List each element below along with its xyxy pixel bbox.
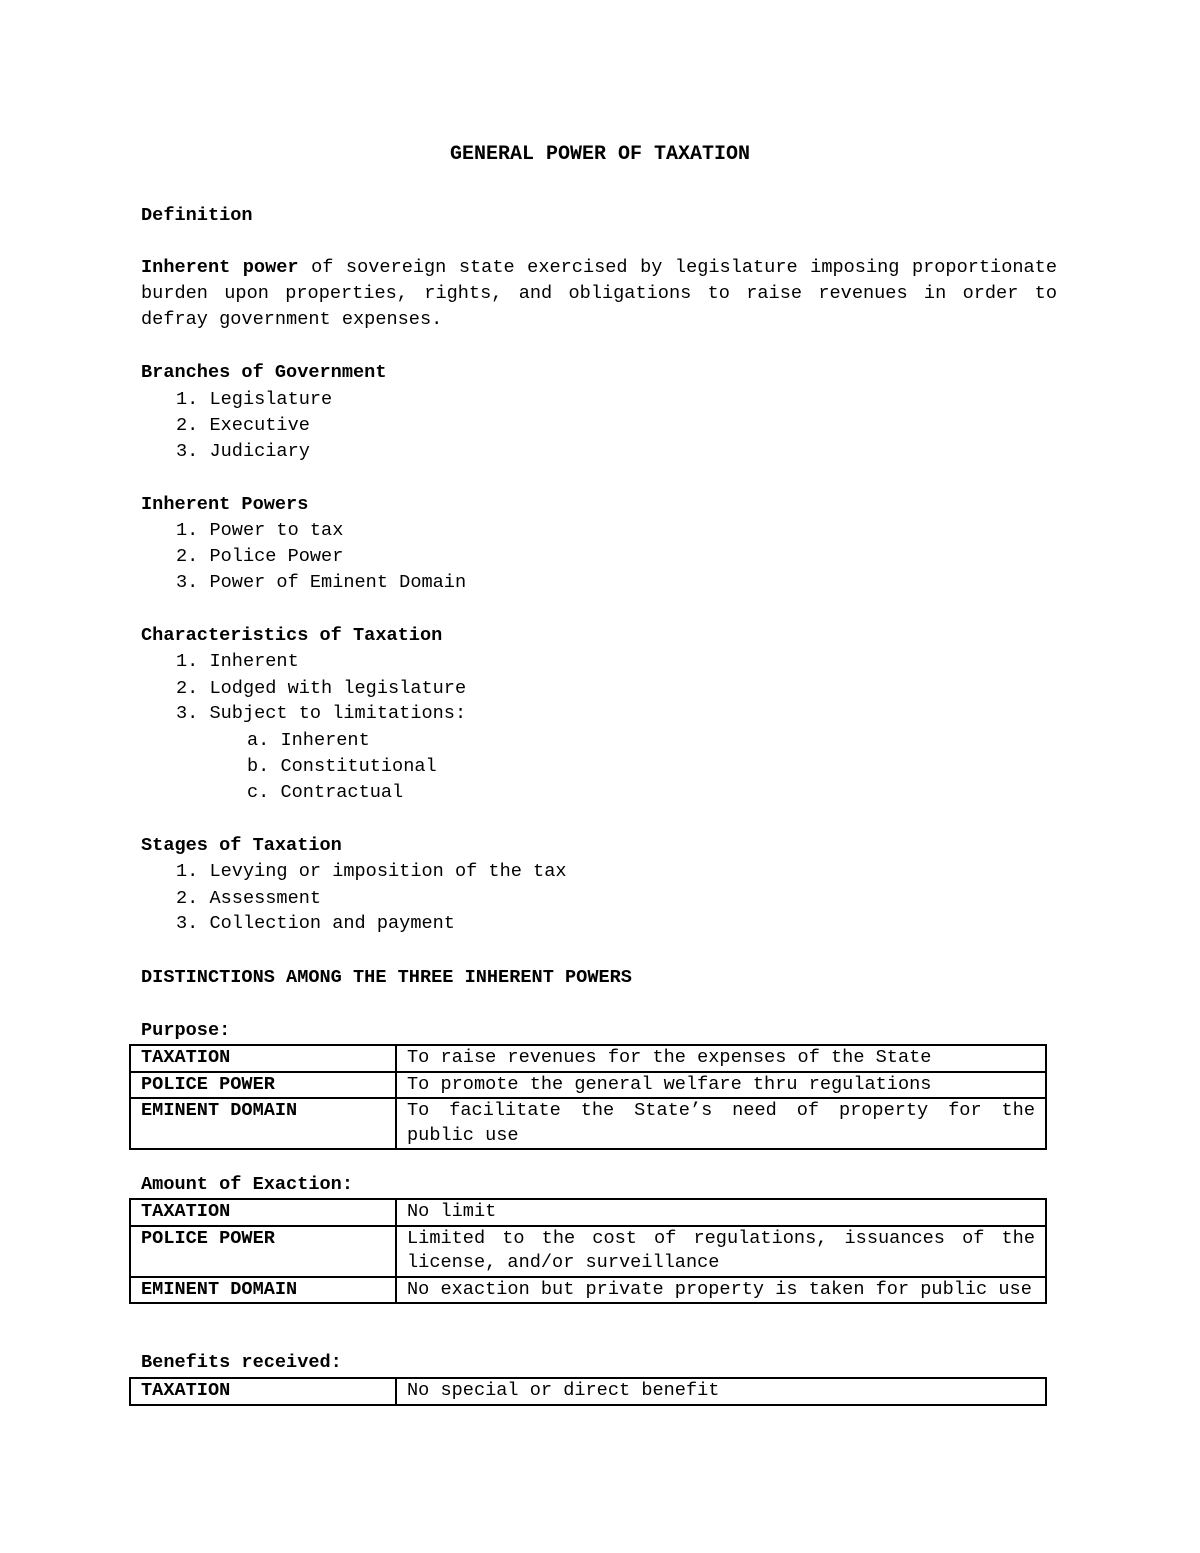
row-value: No exaction but private property is taken for public use bbox=[396, 1277, 1046, 1304]
sub-list-item: c. Contractual bbox=[247, 782, 404, 803]
row-key: POLICE POWER bbox=[130, 1226, 396, 1277]
row-key: TAXATION bbox=[130, 1199, 396, 1226]
table-row bbox=[130, 1277, 1046, 1304]
list-item: 1. Levying or imposition of the tax bbox=[176, 861, 567, 882]
definition-paragraph bbox=[141, 255, 1057, 334]
row-value: No limit bbox=[396, 1199, 1046, 1226]
row-value: To facilitate the State’s need of property for the public use bbox=[396, 1098, 1046, 1149]
distinctions-heading: DISTINCTIONS AMONG THE THREE INHERENT POWERS bbox=[141, 967, 632, 988]
stages-heading: Stages of Taxation bbox=[141, 835, 342, 856]
table-row bbox=[130, 1045, 1046, 1072]
sub-list-item: b. Constitutional bbox=[247, 756, 437, 777]
page-title: GENERAL POWER OF TAXATION bbox=[449, 143, 751, 166]
list-item: 2. Assessment bbox=[176, 888, 322, 909]
row-value: To raise revenues for the expenses of the State bbox=[396, 1045, 1046, 1072]
list-item: 1. Power to tax bbox=[176, 520, 344, 541]
inherent-powers-heading: Inherent Powers bbox=[141, 494, 309, 515]
list-item: 3. Subject to limitations: bbox=[176, 703, 467, 724]
row-value: No special or direct benefit bbox=[396, 1378, 1046, 1405]
row-value: To promote the general welfare thru regulations bbox=[396, 1072, 1046, 1099]
table-row bbox=[130, 1098, 1046, 1149]
exaction-table bbox=[129, 1198, 1047, 1304]
branches-heading: Branches of Government bbox=[141, 362, 387, 383]
table-row bbox=[130, 1072, 1046, 1099]
table-row bbox=[130, 1378, 1046, 1405]
list-item: 3. Collection and payment bbox=[176, 913, 455, 934]
row-key: EMINENT DOMAIN bbox=[130, 1277, 396, 1304]
row-key: EMINENT DOMAIN bbox=[130, 1098, 396, 1149]
row-key: TAXATION bbox=[130, 1045, 396, 1072]
characteristics-heading: Characteristics of Taxation bbox=[141, 625, 443, 646]
row-value: Limited to the cost of regulations, issuances of the license, and/or surveillance bbox=[396, 1226, 1046, 1277]
row-key: POLICE POWER bbox=[130, 1072, 396, 1099]
list-item: 2. Police Power bbox=[176, 546, 344, 567]
benefits-heading: Benefits received: bbox=[141, 1352, 342, 1373]
benefits-table bbox=[129, 1377, 1047, 1406]
sub-list-item: a. Inherent bbox=[247, 730, 370, 751]
row-key: TAXATION bbox=[130, 1378, 396, 1405]
list-item: 3. Judiciary bbox=[176, 441, 310, 462]
list-item: 2. Lodged with legislature bbox=[176, 678, 467, 699]
definition-lead: Inherent power bbox=[141, 257, 299, 278]
definition-heading: Definition bbox=[141, 205, 253, 226]
list-item: 2. Executive bbox=[176, 415, 310, 436]
purpose-table bbox=[129, 1044, 1047, 1150]
table-row bbox=[130, 1226, 1046, 1277]
definition-body: of sovereign state exercised by legislature imposing proportionate burden upon properties, rights, and obligations to raise revenues in order to defray government expenses. bbox=[141, 257, 1058, 331]
table-row bbox=[130, 1199, 1046, 1226]
purpose-heading: Purpose: bbox=[141, 1020, 231, 1041]
list-item: 1. Legislature bbox=[176, 389, 333, 410]
list-item: 3. Power of Eminent Domain bbox=[176, 572, 467, 593]
list-item: 1. Inherent bbox=[176, 651, 299, 672]
exaction-heading: Amount of Exaction: bbox=[141, 1174, 354, 1195]
